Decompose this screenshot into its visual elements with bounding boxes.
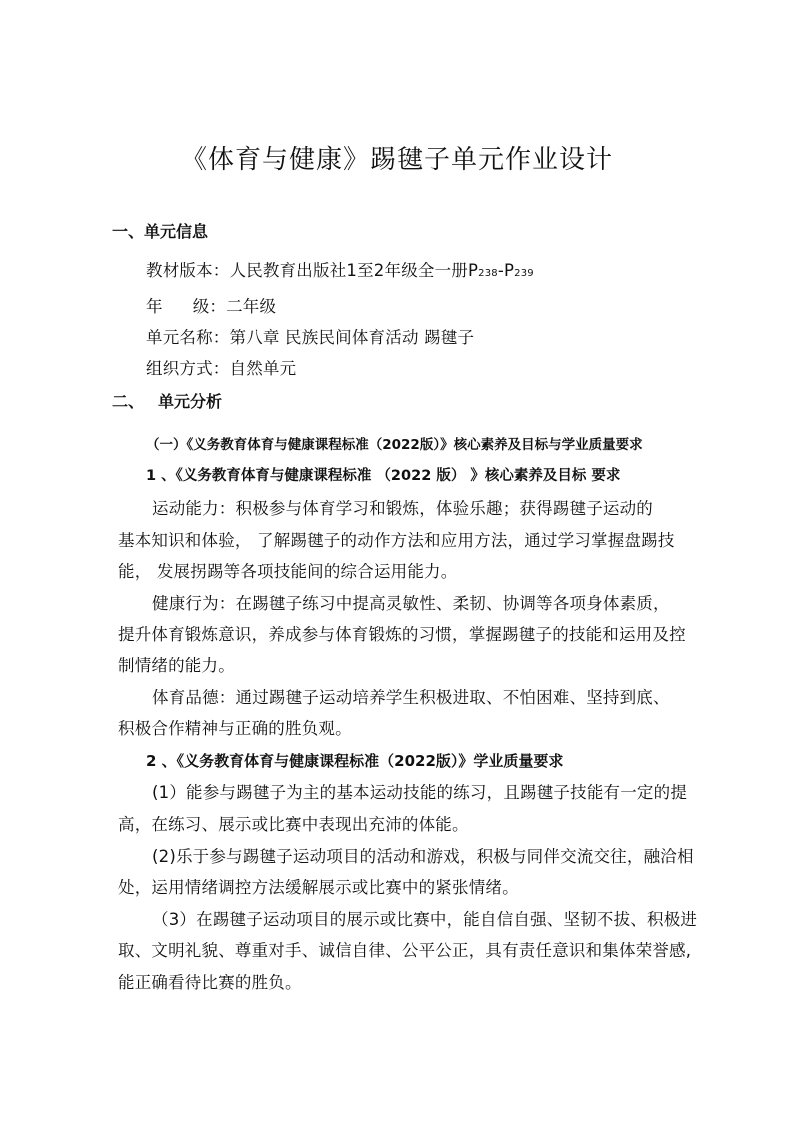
- subheading-core-literacy: 1 、《义务教育体育与健康课程标准 （2022 版） 》核心素养及目标 要求: [146, 468, 621, 484]
- page-dash: -P: [497, 261, 515, 280]
- requirement-3-line1: （3）在踢毽子运动项目的展示或比赛中，能自信自强、坚韧不拔、积极进: [152, 910, 698, 929]
- paragraph-health-behavior-line3: 制情绪的能力。: [118, 656, 235, 675]
- paragraph-sports-ethics-line1: 体育品德：通过踢毽子运动培养学生积极进取、不怕困难、坚持到底、: [152, 688, 670, 707]
- paragraph-sports-ethics-line2: 积极合作精神与正确的胜负观。: [118, 719, 352, 738]
- subheading-academic-quality: 2 、《义务教育体育与健康课程标准（2022版）》学业质量要求: [146, 752, 564, 770]
- page-start: 238: [478, 268, 498, 279]
- requirement-1-line1: (1）能参与踢毽子为主的基本运动技能的练习，且踢毽子技能有一定的提: [152, 783, 688, 802]
- section2-title: 单元分析: [158, 392, 223, 411]
- unit-name: 单元名称：第八章 民族民间体育活动 踢毽子: [146, 328, 475, 347]
- grade-label-b: 级：二年级: [192, 297, 277, 316]
- paragraph-health-behavior-line1: 健康行为：在踢毽子练习中提高灵敏性、柔韧、协调等各项身体素质，: [152, 594, 670, 613]
- paragraph-motor-ability-line3: 能， 发展拐踢等各项技能间的综合运用能力。: [118, 562, 458, 581]
- section2-number: 二、: [112, 392, 145, 411]
- requirement-2-line1: (2)乐于参与踢毽子运动项目的活动和游戏，积极与同伴交流交往，融洽相: [152, 847, 694, 866]
- paragraph-motor-ability-line1: 运动能力：积极参与体育学习和锻炼，体验乐趣；获得踢毽子运动的: [152, 499, 653, 518]
- document-title: 《体育与健康》踢毽子单元作业设计: [180, 145, 613, 175]
- grade-label-a: 年: [146, 297, 163, 316]
- organization-method: 组织方式：自然单元: [146, 359, 297, 378]
- section-heading-unit-info: 一、单元信息: [112, 222, 209, 241]
- section-heading-unit-analysis: [112, 391, 222, 413]
- requirement-2-line2: 处，运用情绪调控方法缓解展示或比赛中的紧张情绪。: [118, 878, 519, 897]
- paragraph-health-behavior-line2: 提升体育锻炼意识，养成参与体育锻炼的习惯，掌握踢毽子的技能和运用及控: [118, 625, 686, 644]
- textbook-edition-label: 教材版本：人民教育出版社1至2年级全一册P: [146, 261, 479, 280]
- requirement-1-line2: 高，在练习、展示或比赛中表现出充沛的体能。: [118, 815, 469, 834]
- page-end: 239: [514, 268, 534, 279]
- requirement-3-line2: 取、文明礼貌、尊重对手、诚信自律、公平公正，具有责任意识和集体荣誉感,: [118, 941, 692, 960]
- paragraph-motor-ability-line2: 基本知识和体验， 了解踢毽子的动作方法和应用方法，通过学习掌握盘踢技: [118, 531, 675, 550]
- subheading-standards: （一）《义务教育体育与健康课程标准（2022版）》核心素养及目标与学业质量要求: [146, 437, 643, 453]
- textbook-edition: [146, 260, 534, 285]
- grade-line: [146, 296, 276, 318]
- requirement-3-line3: 能正确看待比赛的胜负。: [118, 973, 302, 992]
